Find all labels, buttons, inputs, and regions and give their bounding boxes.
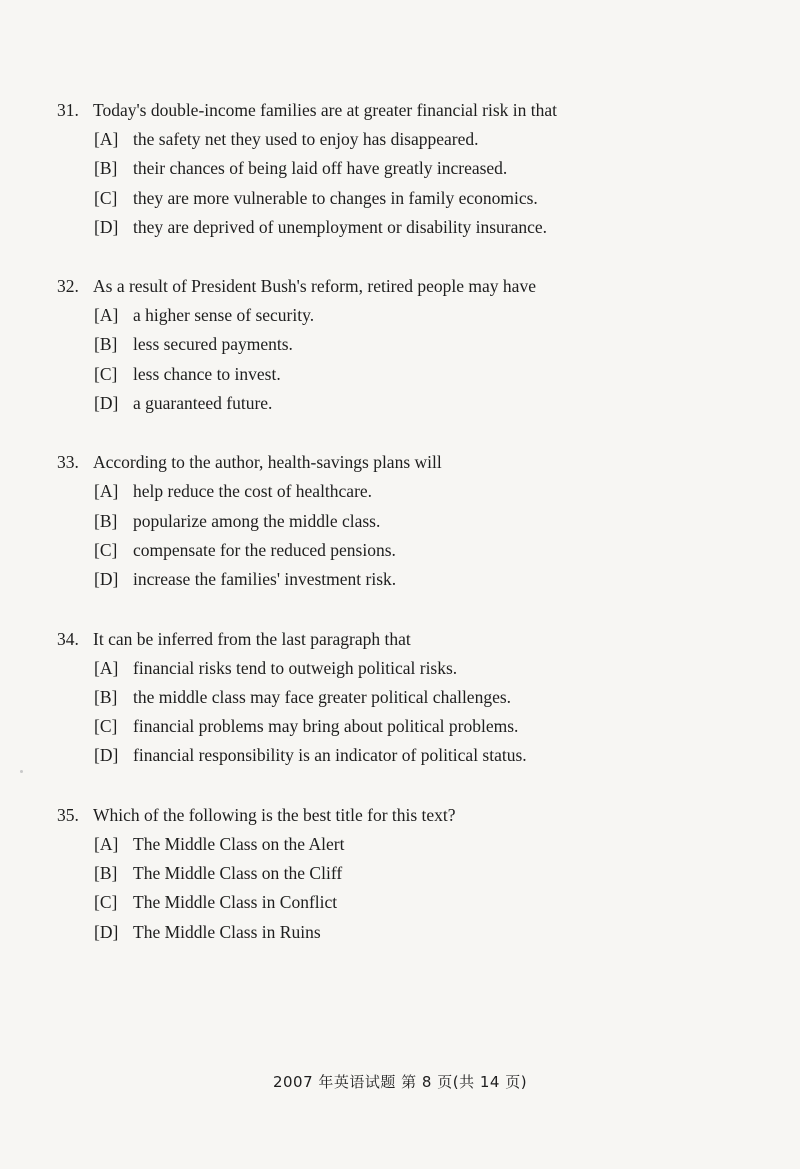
option-text: the middle class may face greater political challenges. (133, 686, 512, 707)
question-35 (57, 801, 757, 947)
option-d (94, 389, 757, 418)
page-footer: 2007 年英语试题 第 8 页(共 14 页) (272, 1073, 528, 1091)
option-letter: [A] (94, 305, 119, 326)
option-text: The Middle Class on the Cliff (133, 863, 343, 884)
option-letter: [A] (94, 833, 119, 854)
option-letter: [C] (94, 539, 118, 560)
question-number: 35. (57, 804, 79, 825)
option-d (94, 213, 757, 242)
option-text: financial risks tend to outweigh political risks. (133, 657, 458, 678)
question-32 (57, 272, 757, 418)
option-text: The Middle Class in Conflict (133, 892, 338, 913)
option-letter: [C] (94, 187, 118, 208)
option-text: increase the families' investment risk. (133, 569, 397, 590)
question-number: 32. (57, 276, 79, 297)
scan-speck (20, 770, 23, 773)
option-letter: [D] (94, 745, 119, 766)
option-letter: [B] (94, 510, 118, 531)
question-stem (57, 801, 757, 830)
option-letter: [B] (94, 863, 118, 884)
option-c (94, 360, 757, 389)
option-letter: [A] (94, 129, 119, 149)
option-letter: [D] (94, 569, 119, 590)
question-stem (57, 96, 757, 125)
option-list (57, 125, 757, 242)
option-b (94, 154, 757, 183)
option-a (94, 125, 757, 154)
question-list (57, 96, 757, 977)
question-number: 31. (57, 100, 79, 120)
option-list (57, 477, 757, 594)
question-number: 34. (57, 628, 79, 649)
option-text: they are more vulnerable to changes in family economics. (133, 187, 538, 208)
question-stem (57, 272, 757, 301)
question-text: Which of the following is the best title for this text? (93, 804, 456, 825)
option-list (57, 830, 757, 947)
question-stem (57, 448, 757, 477)
option-letter: [D] (94, 393, 119, 414)
option-text: they are deprived of unemployment or disability insurance. (133, 216, 548, 237)
option-b (94, 859, 757, 888)
option-text: financial problems may bring about political problems. (133, 716, 519, 737)
option-d (94, 918, 757, 947)
option-b (94, 507, 757, 536)
question-33 (57, 448, 757, 594)
option-letter: [C] (94, 716, 118, 737)
question-text: As a result of President Bush's reform, retired people may have (93, 276, 536, 297)
option-a (94, 654, 757, 683)
option-d (94, 741, 757, 770)
option-letter: [B] (94, 158, 118, 179)
option-text: The Middle Class in Ruins (133, 921, 321, 942)
option-text: the safety net they used to enjoy has disappeared. (133, 129, 479, 149)
option-letter: [B] (94, 686, 118, 707)
option-text: compensate for the reduced pensions. (133, 539, 396, 560)
option-letter: [C] (94, 892, 118, 913)
question-stem (57, 625, 757, 654)
option-a (94, 301, 757, 330)
option-letter: [B] (94, 334, 118, 355)
question-text: It can be inferred from the last paragraph that (93, 628, 411, 649)
option-b (94, 330, 757, 359)
option-text: a guaranteed future. (133, 393, 273, 414)
option-text: less chance to invest. (133, 363, 281, 384)
option-text: popularize among the middle class. (133, 510, 381, 531)
option-d (94, 565, 757, 594)
option-b (94, 683, 757, 712)
option-c (94, 712, 757, 741)
option-text: help reduce the cost of healthcare. (133, 481, 373, 502)
option-a (94, 830, 757, 859)
option-letter: [A] (94, 657, 119, 678)
option-list (57, 654, 757, 771)
option-letter: [D] (94, 216, 119, 237)
option-letter: [A] (94, 481, 119, 502)
question-31 (57, 96, 757, 242)
option-c (94, 888, 757, 917)
option-a (94, 477, 757, 506)
option-c (94, 184, 757, 213)
option-text: financial responsibility is an indicator of political status. (133, 745, 527, 766)
option-text: a higher sense of security. (133, 305, 315, 326)
option-text: less secured payments. (133, 334, 293, 355)
option-letter: [D] (94, 921, 119, 942)
option-text: their chances of being laid off have greatly increased. (133, 158, 508, 179)
question-text: According to the author, health-savings plans will (93, 452, 442, 473)
question-number: 33. (57, 452, 79, 473)
option-list (57, 301, 757, 418)
option-letter: [C] (94, 363, 118, 384)
question-34 (57, 625, 757, 771)
option-c (94, 536, 757, 565)
question-text: Today's double-income families are at greater financial risk in that (93, 100, 558, 120)
option-text: The Middle Class on the Alert (133, 833, 345, 854)
